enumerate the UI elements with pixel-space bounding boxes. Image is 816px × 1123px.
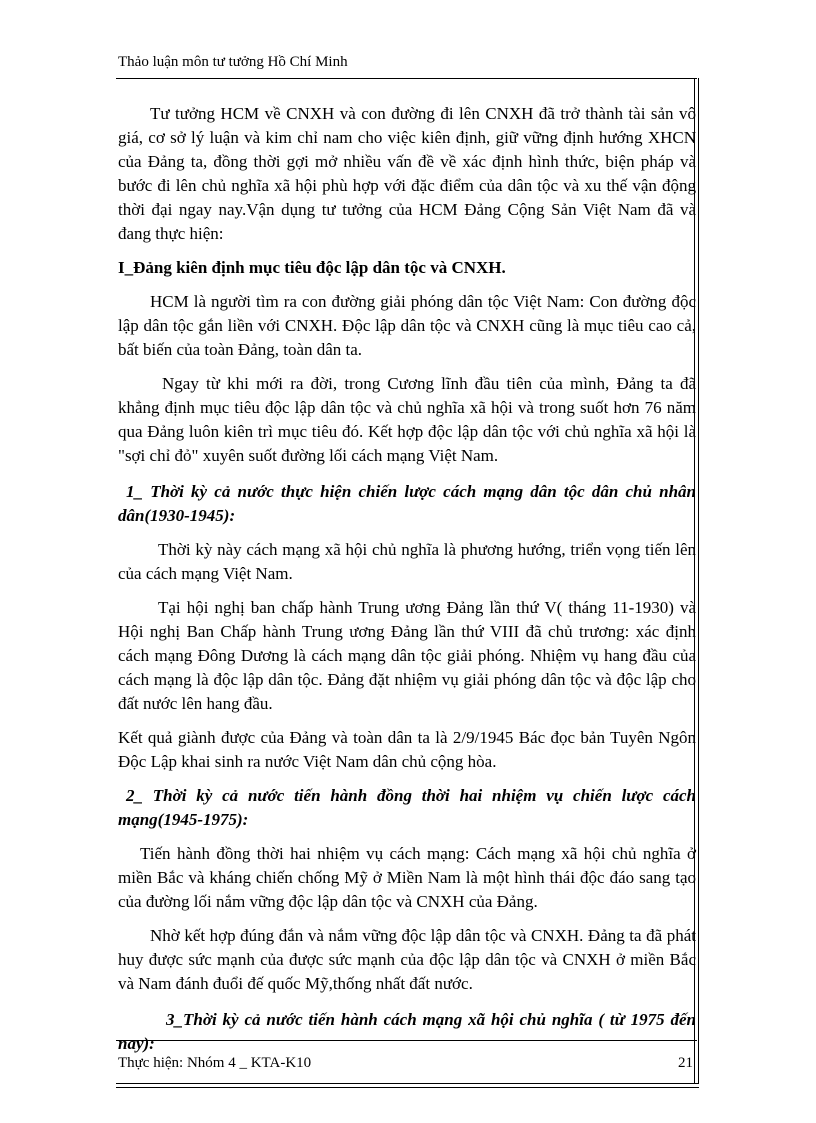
intro-paragraph: Tư tưởng HCM về CNXH và con đường đi lên CNXH đã trở thành tài sản vô giá, cơ sở lý luận và kim chỉ nam cho việc kiên định, giữ vững định hướng XHCN của Đảng ta, đồng thời gợi mở nhiều vấn đề về xác định hình thức, biện pháp và bước đi lên chủ nghĩa xã hội phù hợp với đặc điểm của dân tộc và xu thế vận động thời đại ngay nay.Vận dụng tư tưởng của HCM Đảng Cộng Sản Việt Nam đã và đang thực hiện: [118, 104, 696, 243]
subsection-heading-2: 2_ Thời kỳ cả nước tiến hành đồng thời hai nhiệm vụ chiến lược cách mạng(1945-1975): [118, 786, 696, 829]
subsection-heading-3: 3_Thời kỳ cả nước tiến hành cách mạng xã hội chủ nghĩa ( từ 1975 đến nay): [118, 1010, 696, 1053]
page-footer-text: Thực hiện: Nhóm 4 _ KTA-K10 [118, 1055, 312, 1071]
sub1-paragraph-1: Thời kỳ này cách mạng xã hội chủ nghĩa là phương hướng, triển vọng tiến lên của cách mạng Việt Nam. [118, 540, 696, 583]
right-border-outer [698, 78, 699, 1083]
page-body [118, 102, 696, 1056]
sub1-paragraph-2: Tại hội nghị ban chấp hành Trung ương Đảng lần thứ V( tháng 11-1930) và Hội nghị Ban Chấp hành Trung ương Đảng lần thứ VIII đã chủ trương: xác định cách mạng Đông Dương là cách mạng dân tộc giải phóng. Nhiệm vụ hang đầu của cách mạng là độc lập dân tộc. Đảng đặt nhiệm vụ giải phóng dân tộc và độc lập cho đất nước lên hang đầu. [118, 598, 696, 713]
section1-paragraph-1: HCM là người tìm ra con đường giải phóng dân tộc Việt Nam: Con đường độc lập dân tộc gắn liền với CNXH. Độc lập dân tộc và CNXH cũng là mục tiêu cao cả, bất biến của toàn Đảng, toàn dân ta. [118, 292, 696, 359]
footer-rule [116, 1040, 697, 1041]
header-rule [116, 78, 697, 79]
section1-paragraph-2: Ngay từ khi mới ra đời, trong Cương lĩnh đầu tiên của mình, Đảng ta đã khẳng định mục tiêu độc lập dân tộc và chủ nghĩa xã hội và trong suốt hơn 76 năm qua Đảng luôn kiên trì mục tiêu đó. Kết hợp độc lập dân tộc với chủ nghĩa xã hội là "sợi chỉ đỏ" xuyên suốt đường lối cách mạng Việt Nam. [118, 374, 696, 465]
bottom-border-outer [116, 1087, 699, 1088]
page-header-title: Thảo luận môn tư tưởng Hồ Chí Minh [118, 54, 348, 70]
page-number: 21 [678, 1055, 693, 1071]
sub1-paragraph-3: Kết quả giành được của Đảng và toàn dân ta là 2/9/1945 Bác đọc bản Tuyên Ngôn Độc Lập khai sinh ra nước Việt Nam dân chủ cộng hòa. [118, 728, 696, 771]
sub2-paragraph-1: Tiến hành đồng thời hai nhiệm vụ cách mạng: Cách mạng xã hội chủ nghĩa ở miền Bắc và kháng chiến chống Mỹ ở Miền Nam là một hình thái độc đáo sang tạo của đường lối nắm vững độc lập dân tộc và CNXH của Đảng. [118, 844, 696, 911]
subsection-heading-1: 1_ Thời kỳ cả nước thực hiện chiến lược cách mạng dân tộc dân chủ nhân dân(1930-1945): [118, 482, 696, 525]
bottom-border-inner [116, 1083, 699, 1084]
section-heading-1: I_Đảng kiên định mục tiêu độc lập dân tộc và CNXH. [118, 258, 506, 277]
sub2-paragraph-2: Nhờ kết hợp đúng đắn và nắm vững độc lập dân tộc và CNXH. Đảng ta đã phát huy được sức mạnh của được sức mạnh của độc lập dân tộc và CNXH ở miền Bắc và Nam đánh đuổi đế quốc Mỹ,thống nhất đất nước. [118, 926, 696, 993]
